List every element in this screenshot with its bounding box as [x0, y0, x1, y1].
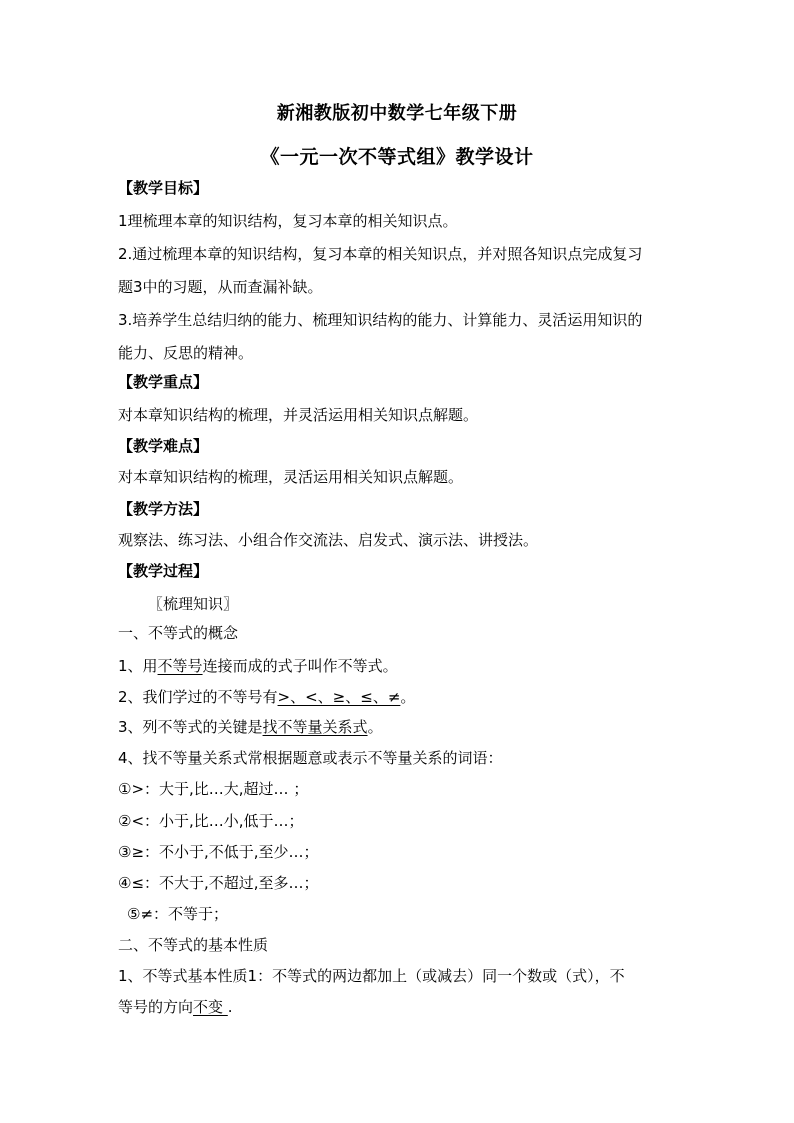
property-line-2 — [118, 997, 678, 1017]
keyword-item: ①>：大于,比…大,超过… ； — [118, 780, 309, 798]
underlined-answer: 不等号 — [157, 657, 203, 675]
text-span: 1、用 — [118, 657, 158, 675]
keyword-item: ④≤：不大于,不超过,至多…； — [118, 874, 319, 892]
underlined-answer: >、<、≥、≤、≠ — [277, 688, 401, 706]
keyword-item: ②<：小于,比…小,低于…； — [118, 812, 304, 830]
text-span: 。 — [400, 688, 416, 706]
underlined-answer: 不变 — [193, 998, 228, 1016]
concept-line-4: 4、找不等量关系式常根据题意或表示不等量关系的词语： — [118, 749, 503, 767]
keyword-item: ⑤≠：不等于； — [127, 905, 229, 923]
property-line-1: 1、不等式基本性质1：不等式的两边都加上（或减去）同一个数或（式），不 — [118, 967, 625, 985]
goal-line: 2.通过梳理本章的知识结构，复习本章的相关知识点，并对照各知识点完成复习 — [118, 245, 643, 263]
focus-text: 对本章知识结构的梳理，并灵活运用相关知识点解题。 — [118, 406, 479, 424]
goal-line: 能力、反思的精神。 — [118, 344, 254, 362]
heading-inequality-properties: 二、不等式的基本性质 — [118, 936, 269, 954]
section-heading-goals: 【教学目标】 — [118, 179, 209, 197]
concept-line-1 — [118, 656, 678, 676]
text-span: 连接而成的式子叫作不等式。 — [202, 657, 398, 675]
text-span: 3、列不等式的关键是 — [118, 718, 263, 736]
goal-line: 1理梳理本章的知识结构，复习本章的相关知识点。 — [118, 212, 458, 230]
methods-text: 观察法、练习法、小组合作交流法、启发式、演示法、讲授法。 — [118, 531, 539, 549]
text-span: . — [227, 998, 233, 1016]
goal-line: 3.培养学生总结归纳的能力、梳理知识结构的能力、计算能力、灵活运用知识的 — [118, 311, 643, 329]
concept-line-2 — [118, 687, 678, 707]
text-span: 等号的方向 — [118, 998, 194, 1016]
document-subtitle: 《一元一次不等式组》教学设计 — [260, 146, 534, 168]
section-heading-focus: 【教学重点】 — [118, 373, 209, 391]
goal-line: 题3中的习题，从而查漏补缺。 — [118, 278, 323, 296]
text-span: 。 — [367, 718, 383, 736]
process-subheading: 〖梳理知识〗 — [148, 595, 239, 613]
heading-inequality-concept: 一、不等式的概念 — [118, 624, 239, 642]
text-span: 2、我们学过的不等号有 — [118, 688, 278, 706]
section-heading-difficulty: 【教学难点】 — [118, 437, 209, 455]
section-heading-methods: 【教学方法】 — [118, 500, 209, 518]
concept-line-3 — [118, 717, 678, 737]
underlined-answer: 找不等量关系式 — [262, 718, 368, 736]
document-title: 新湘教版初中数学七年级下册 — [276, 103, 518, 124]
keyword-item: ③≥：不小于,不低于,至少…； — [118, 843, 319, 861]
difficulty-text: 对本章知识结构的梳理，灵活运用相关知识点解题。 — [118, 468, 464, 486]
section-heading-process: 【教学过程】 — [118, 562, 209, 580]
